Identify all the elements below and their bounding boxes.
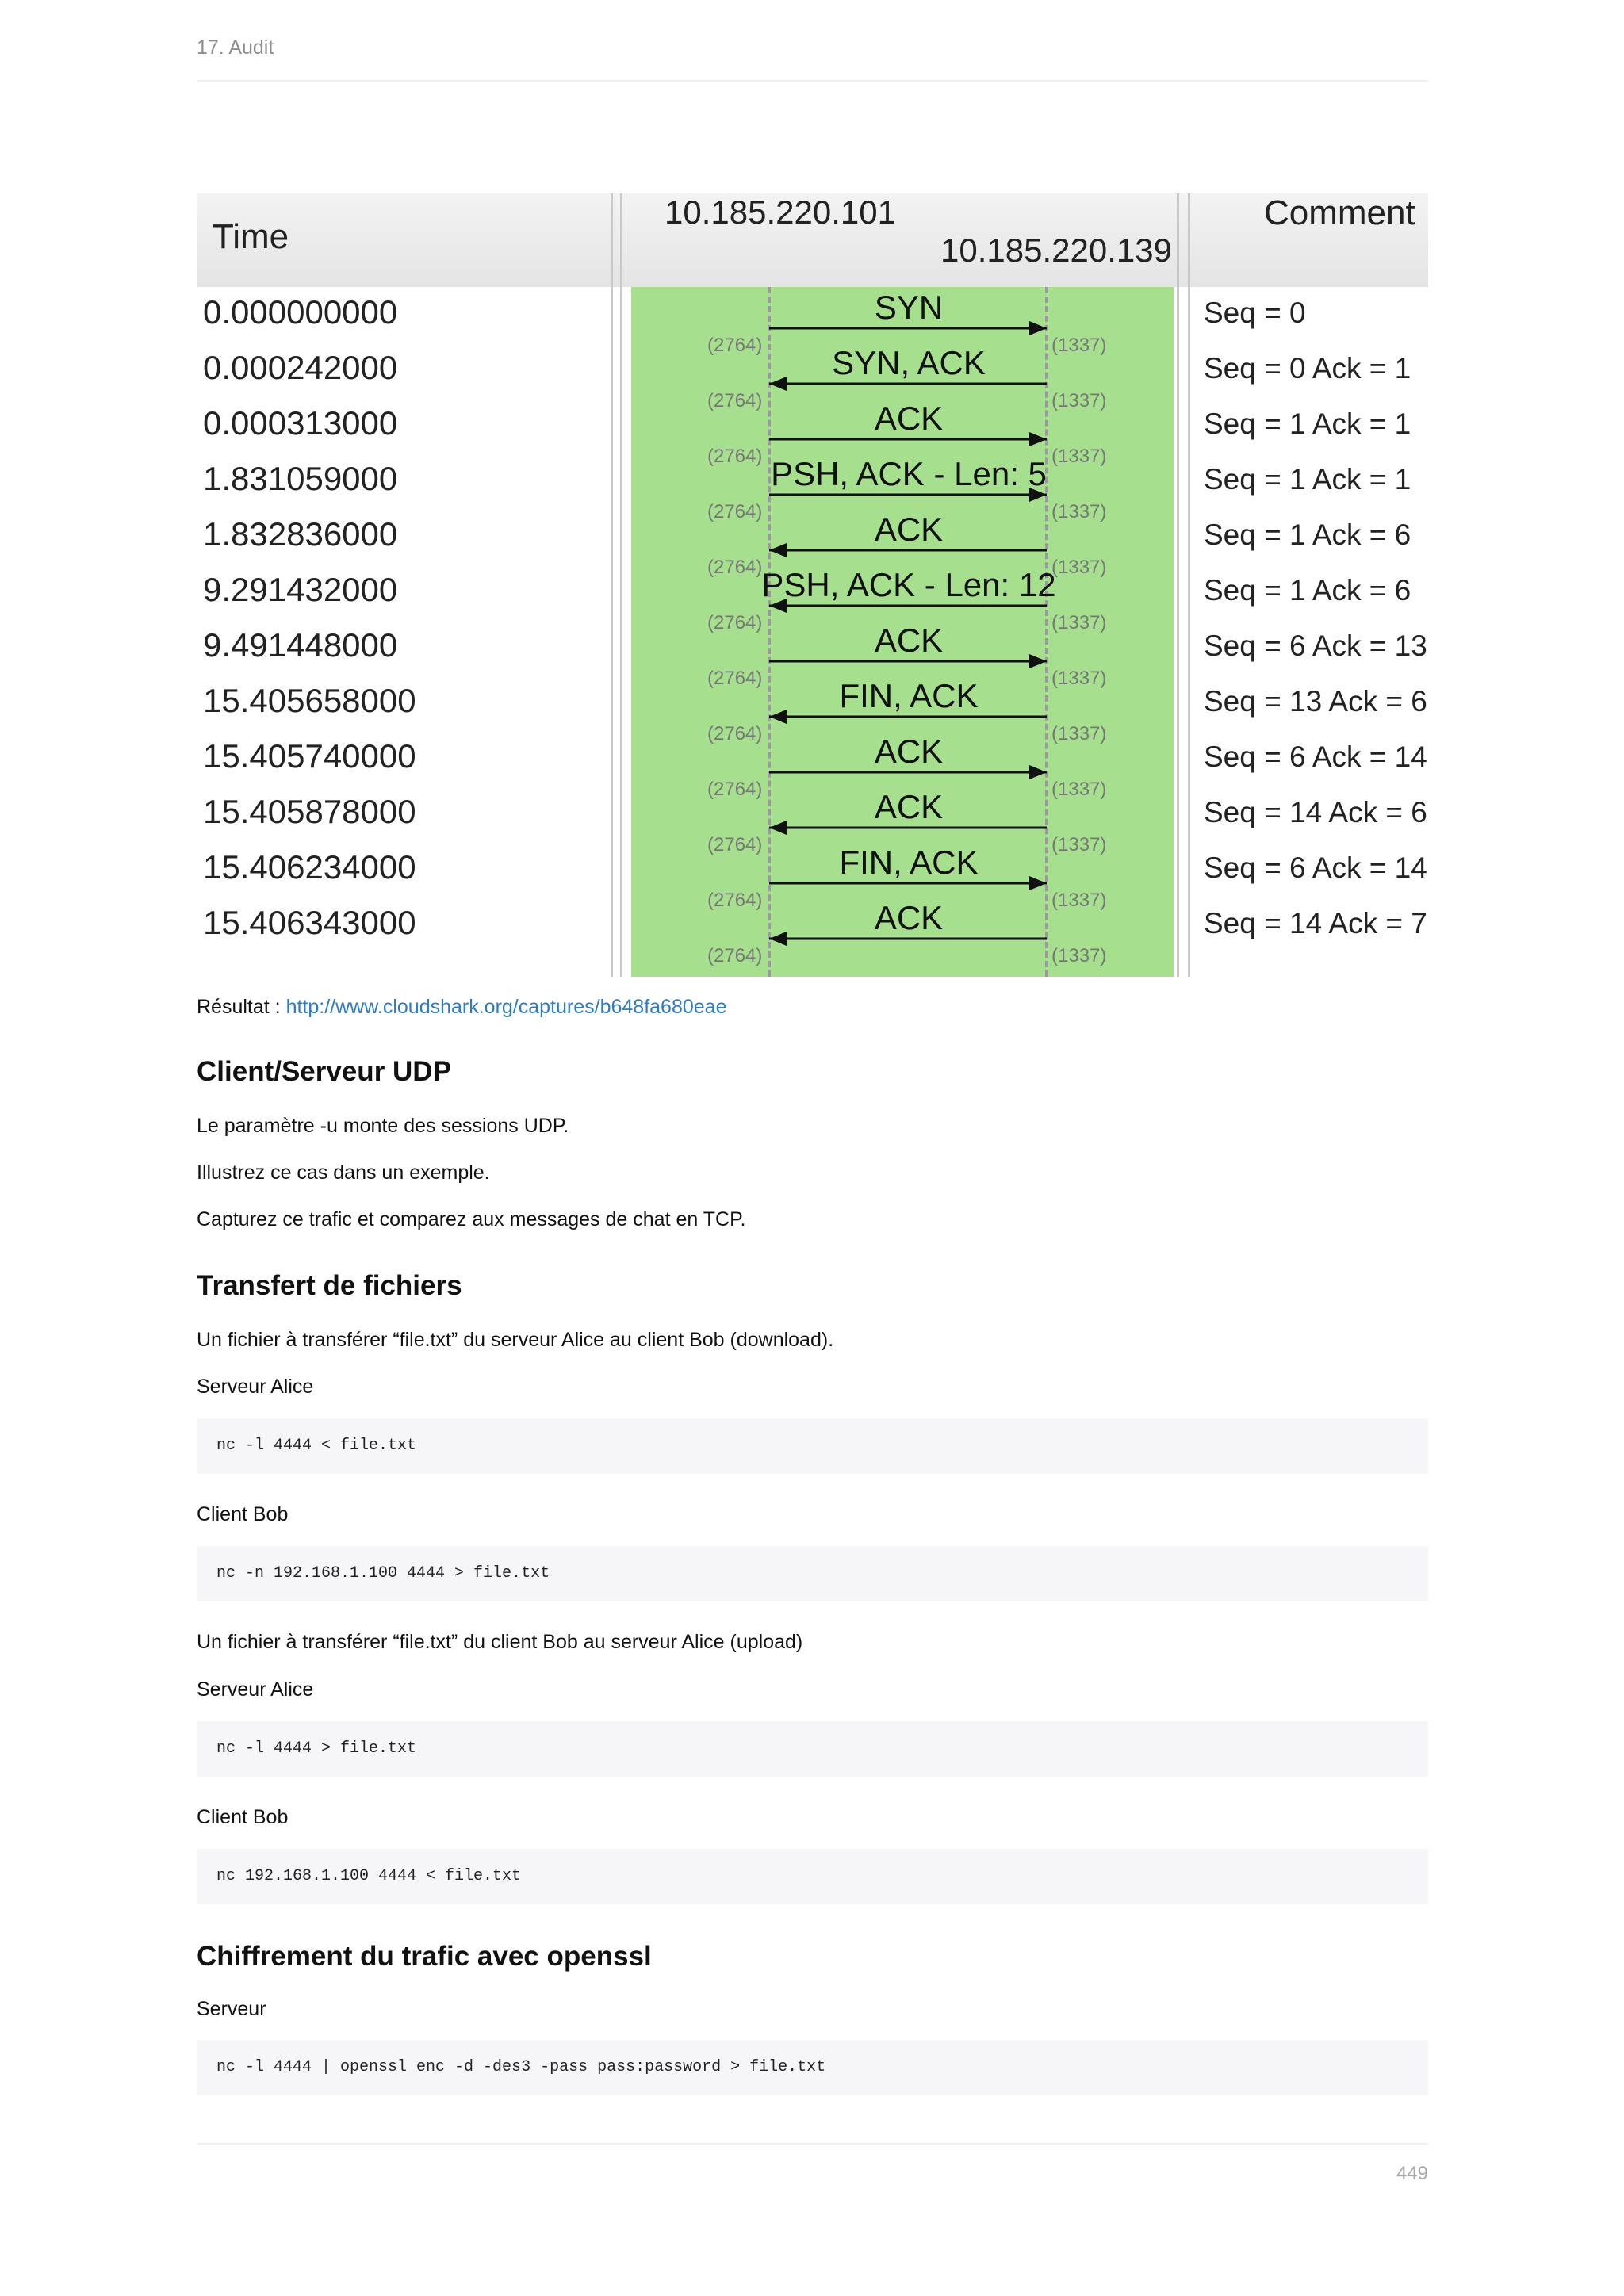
- flow-port-a: (2764): [707, 612, 763, 633]
- flow-message-label: SYN, ACK: [832, 344, 986, 381]
- cloudshark-link[interactable]: http://www.cloudshark.org/captures/b648fa680eae: [285, 996, 727, 1018]
- flow-comment-cell: Seq = 0: [1204, 297, 1306, 329]
- chapter-header: 17. Audit: [197, 36, 274, 59]
- flow-comment-cell: Seq = 6 Ack = 14: [1204, 851, 1427, 884]
- flow-port-a: (2764): [707, 723, 763, 744]
- flow-message-label: SYN: [874, 289, 944, 326]
- host-b-header: 10.185.220.139: [940, 232, 1172, 269]
- udp-section-title: Client/Serveur UDP: [197, 1056, 451, 1087]
- flow-port-a: (2764): [707, 557, 763, 578]
- flow-comment-cell: Seq = 13 Ack = 6: [1204, 685, 1427, 718]
- flow-time-cell: 0.000242000: [203, 349, 398, 386]
- result-line: [197, 996, 726, 1019]
- flow-time-cell: 9.291432000: [203, 571, 398, 608]
- flow-port-b: (1337): [1051, 501, 1107, 522]
- flow-time-cell: 1.832836000: [203, 515, 398, 553]
- flow-port-a: (2764): [707, 446, 763, 467]
- flow-time-cell: 15.406343000: [203, 904, 416, 941]
- code-block[interactable]: nc -l 4444 < file.txt: [197, 1418, 1428, 1474]
- code-block[interactable]: nc -l 4444 | openssl enc -d -des3 -pass pass:password > file.txt: [197, 2040, 1428, 2095]
- code-block[interactable]: nc -n 192.168.1.100 4444 > file.txt: [197, 1546, 1428, 1601]
- flow-message-label: FIN, ACK: [839, 844, 979, 881]
- flow-port-b: (1337): [1051, 557, 1107, 578]
- udp-paragraph-2: Illustrez ce cas dans un exemple.: [197, 1161, 490, 1184]
- flow-port-b: (1337): [1051, 446, 1107, 467]
- flow-port-b: (1337): [1051, 945, 1107, 966]
- host-a-header: 10.185.220.101: [665, 193, 896, 231]
- flow-port-b: (1337): [1051, 834, 1107, 855]
- flow-comment-cell: Seq = 14 Ack = 7: [1204, 907, 1427, 939]
- flow-message-label: ACK: [874, 788, 944, 825]
- flow-comment-cell: Seq = 1 Ack = 6: [1204, 574, 1411, 607]
- flow-port-b: (1337): [1051, 779, 1107, 800]
- flow-time-cell: 15.405878000: [203, 793, 416, 830]
- flow-comment-cell: Seq = 6 Ack = 14: [1204, 740, 1427, 773]
- flow-message-label: FIN, ACK: [839, 677, 979, 714]
- flow-time-cell: 9.491448000: [203, 626, 398, 664]
- flow-port-b: (1337): [1051, 890, 1107, 911]
- download-intro: Un fichier à transférer “file.txt” du serveur Alice au client Bob (download).: [197, 1329, 834, 1351]
- flow-port-a: (2764): [707, 945, 763, 966]
- flow-time-cell: 0.000000000: [203, 293, 398, 331]
- flow-port-b: (1337): [1051, 668, 1107, 689]
- flow-comment-cell: Seq = 1 Ack = 1: [1204, 463, 1411, 496]
- time-column-header: Time: [213, 217, 289, 256]
- flow-message-label: PSH, ACK - Len: 12: [761, 566, 1056, 603]
- flow-message-label: ACK: [874, 899, 944, 936]
- footer-divider: [197, 2143, 1428, 2145]
- flow-comment-cell: Seq = 6 Ack = 13: [1204, 629, 1427, 662]
- openssl-section-title: Chiffrement du trafic avec openssl: [197, 1941, 652, 1972]
- flow-port-b: (1337): [1051, 612, 1107, 633]
- flow-port-b: (1337): [1051, 390, 1107, 411]
- udp-paragraph-1: Le paramètre -u monte des sessions UDP.: [197, 1115, 569, 1137]
- flow-message-label: PSH, ACK - Len: 5: [771, 455, 1047, 492]
- transfer-section-title: Transfert de fichiers: [197, 1270, 462, 1301]
- flow-time-cell: 15.405658000: [203, 682, 416, 719]
- header-divider: [197, 80, 1428, 82]
- udp-paragraph-3: Capturez ce trafic et comparez aux messages de chat en TCP.: [197, 1208, 746, 1230]
- client-bob-label: Client Bob: [197, 1806, 289, 1828]
- flow-time-cell: 15.405740000: [203, 737, 416, 775]
- flow-port-a: (2764): [707, 335, 763, 356]
- flow-port-b: (1337): [1051, 723, 1107, 744]
- flow-port-a: (2764): [707, 501, 763, 522]
- code-block[interactable]: nc 192.168.1.100 4444 < file.txt: [197, 1849, 1428, 1904]
- tcp-flow-graph: [197, 193, 1428, 977]
- flow-port-a: (2764): [707, 779, 763, 800]
- flow-message-label: ACK: [874, 400, 944, 437]
- flow-message-label: ACK: [874, 622, 944, 659]
- result-label: Résultat :: [197, 996, 286, 1018]
- flow-port-a: (2764): [707, 390, 763, 411]
- client-bob-label: Client Bob: [197, 1503, 289, 1525]
- flow-comment-cell: Seq = 0 Ack = 1: [1204, 352, 1411, 385]
- flow-comment-cell: Seq = 14 Ack = 6: [1204, 796, 1427, 828]
- flow-time-cell: 15.406234000: [203, 848, 416, 886]
- flow-port-a: (2764): [707, 890, 763, 911]
- flow-comment-cell: Seq = 1 Ack = 1: [1204, 408, 1411, 440]
- flow-port-b: (1337): [1051, 335, 1107, 356]
- server-alice-label: Serveur Alice: [197, 1678, 314, 1701]
- flow-comment-cell: Seq = 1 Ack = 6: [1204, 519, 1411, 551]
- flow-time-cell: 0.000313000: [203, 404, 398, 442]
- flow-time-cell: 1.831059000: [203, 460, 398, 497]
- openssl-server-label: Serveur: [197, 1998, 266, 2020]
- upload-intro: Un fichier à transférer “file.txt” du client Bob au serveur Alice (upload): [197, 1631, 803, 1653]
- code-block[interactable]: nc -l 4444 > file.txt: [197, 1721, 1428, 1777]
- server-alice-label: Serveur Alice: [197, 1376, 314, 1398]
- flow-port-a: (2764): [707, 834, 763, 855]
- flow-message-label: ACK: [874, 511, 944, 548]
- page-number: 449: [1396, 2163, 1428, 2184]
- flow-port-a: (2764): [707, 668, 763, 689]
- flow-message-label: ACK: [874, 733, 944, 770]
- comment-column-header: Comment: [1264, 193, 1415, 232]
